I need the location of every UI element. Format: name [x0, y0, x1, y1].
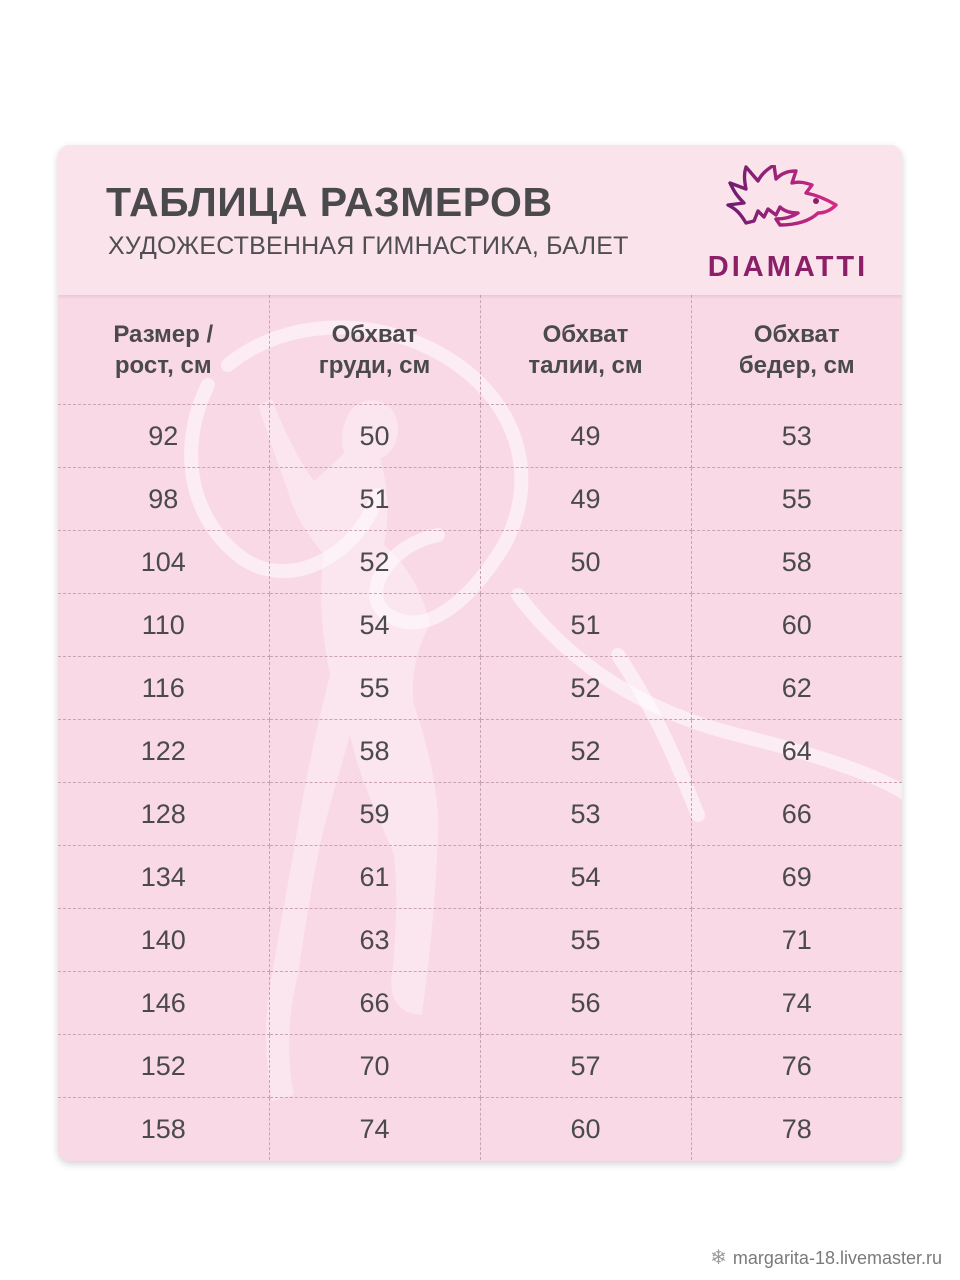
column-header-size: Размер / рост, см: [58, 295, 269, 405]
table-row: [58, 405, 902, 468]
cell-chest: 50: [269, 405, 480, 468]
cell-chest: 58: [269, 720, 480, 783]
cell-chest: 54: [269, 594, 480, 657]
cell-size: 98: [58, 468, 269, 531]
cell-size: 146: [58, 972, 269, 1035]
cell-chest: 63: [269, 909, 480, 972]
snowflake-icon: ❄: [710, 1247, 727, 1269]
table-row: [58, 1098, 902, 1161]
cell-size: 104: [58, 531, 269, 594]
column-header-hips: Обхват бедер, см: [691, 295, 902, 405]
cell-chest: 66: [269, 972, 480, 1035]
cell-waist: 54: [480, 846, 691, 909]
watermark: [710, 1245, 942, 1270]
table-row: [58, 720, 902, 783]
cell-size: 110: [58, 594, 269, 657]
cell-size: 134: [58, 846, 269, 909]
chart-header: [58, 145, 902, 295]
brand-name: DIAMATTI: [707, 251, 869, 283]
column-header-chest: Обхват груди, см: [269, 295, 480, 405]
cell-waist: 53: [480, 783, 691, 846]
hedgehog-icon: [726, 165, 846, 227]
table-row: [58, 783, 902, 846]
cell-waist: 51: [480, 594, 691, 657]
cell-chest: 74: [269, 1098, 480, 1161]
table-row: [58, 909, 902, 972]
page-subtitle: ХУДОЖЕСТВЕННАЯ ГИМНАСТИКА, БАЛЕТ: [108, 232, 629, 260]
cell-chest: 51: [269, 468, 480, 531]
cell-size: 122: [58, 720, 269, 783]
brand-logo: [688, 165, 888, 285]
watermark-text: margarita-18.livemaster.ru: [732, 1248, 942, 1268]
cell-hips: 69: [691, 846, 902, 909]
cell-waist: 49: [480, 405, 691, 468]
cell-waist: 52: [480, 657, 691, 720]
cell-hips: 53: [691, 405, 902, 468]
cell-waist: 50: [480, 531, 691, 594]
cell-waist: 49: [480, 468, 691, 531]
table-row: [58, 468, 902, 531]
column-header-waist: Обхват талии, см: [480, 295, 691, 405]
table-row: [58, 846, 902, 909]
cell-size: 140: [58, 909, 269, 972]
cell-hips: 64: [691, 720, 902, 783]
table-row: [58, 1035, 902, 1098]
cell-hips: 71: [691, 909, 902, 972]
table-row: [58, 594, 902, 657]
size-chart-card: [58, 145, 902, 1161]
cell-chest: 55: [269, 657, 480, 720]
cell-hips: 55: [691, 468, 902, 531]
cell-chest: 52: [269, 531, 480, 594]
cell-hips: 62: [691, 657, 902, 720]
cell-waist: 55: [480, 909, 691, 972]
table-header-row: [58, 295, 902, 405]
table-row: [58, 657, 902, 720]
cell-waist: 56: [480, 972, 691, 1035]
cell-hips: 60: [691, 594, 902, 657]
cell-hips: 58: [691, 531, 902, 594]
cell-hips: 74: [691, 972, 902, 1035]
cell-waist: 57: [480, 1035, 691, 1098]
cell-size: 116: [58, 657, 269, 720]
size-table: [58, 295, 902, 1160]
cell-size: 152: [58, 1035, 269, 1098]
cell-size: 128: [58, 783, 269, 846]
cell-size: 92: [58, 405, 269, 468]
cell-hips: 76: [691, 1035, 902, 1098]
cell-waist: 60: [480, 1098, 691, 1161]
cell-size: 158: [58, 1098, 269, 1161]
cell-chest: 59: [269, 783, 480, 846]
table-row: [58, 531, 902, 594]
cell-chest: 70: [269, 1035, 480, 1098]
page-title: ТАБЛИЦА РАЗМЕРОВ: [106, 179, 553, 225]
cell-hips: 78: [781, 1113, 812, 1144]
cell-waist: 52: [480, 720, 691, 783]
cell-chest: 61: [269, 846, 480, 909]
cell-hips: 66: [691, 783, 902, 846]
table-row: [58, 972, 902, 1035]
